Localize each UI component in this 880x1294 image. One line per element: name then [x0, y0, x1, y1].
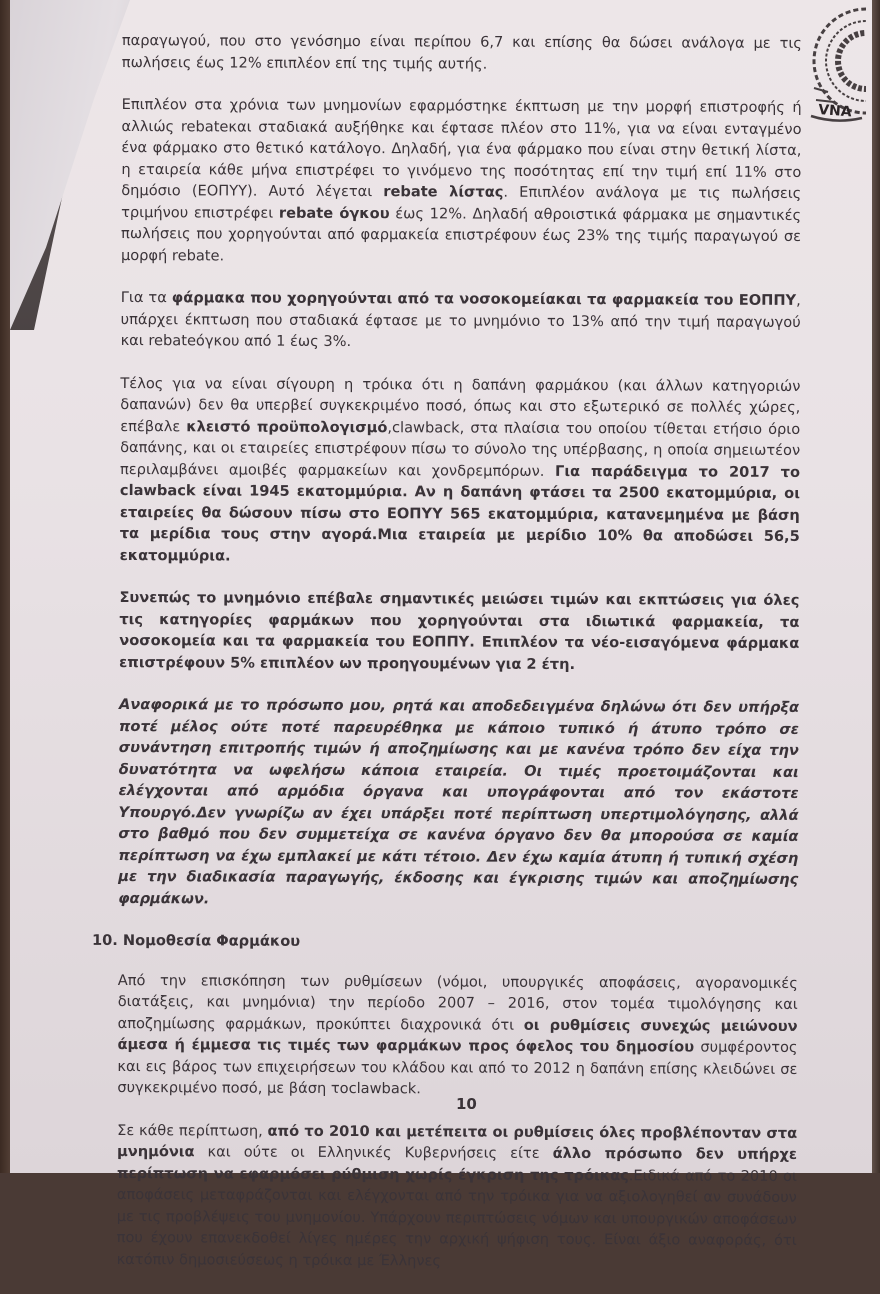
text-run: rebate όγκου	[278, 204, 390, 222]
text-run: οι ρυθμίσεις συνεχώς μειώνουν άμεσα ή έμμεσα τις τιμές των φαρμάκων προς όφελος του δημοσίου	[117, 1016, 798, 1056]
text-run: , υπάρχει έκπτωση που σταδιακά έφτασε με το μνημόνιο το 13% από την τιμή παραγωγού και rebateόγκου από 1 έως 3%.	[120, 291, 801, 351]
text-run: Για τα	[120, 288, 172, 307]
text-run: φάρμακα που χορηγούνται από τα νοσοκομείακαι τα φαρμακεία του ΕΟΠΠΥ	[171, 289, 797, 309]
text-run: από το 2010 και μετέπειτα οι ρυθμίσεις όλες προβλέπονταν στα μνημόνια	[117, 1122, 798, 1161]
text-run: Επιπλέον στα χρόνια των μνημονίων εφαρμόστηκε έκπτωση με την μορφή επιστροφής ή αλλιώς rebateκαι σταδιακά αυξήθηκε και έφτασε πλέον στο 11%, για να είναι ενταγμένο ένα φάρμακο στο θετικό κατάλογο. Δηλαδή, για ένα φάρμακο που είναι στην θετική λίστα, η εταιρεία κάθε μήνα επιστρέφει το γινόμενο της ποσότητας επί την τιμή επί 11% στο δημόσιο (ΕΟΠΥΥ). Αυτό λέγεται	[121, 95, 802, 201]
page-number: 10	[456, 1095, 477, 1113]
paragraph-hospital-discount	[121, 287, 801, 354]
paragraph-troika-approval	[117, 1119, 798, 1272]
paragraph-continuation	[122, 30, 802, 76]
text-run: και ούτε οι Ελληνικές Κυβερνήσεις είτε	[194, 1143, 553, 1162]
text-run: Τέλος για να είναι σίγουρη η τρόικα ότι η δαπάνη φαρμάκου (και άλλων κατηγοριών δαπανών) δεν θα υπερβεί συγκεκριμένο ποσό, όπως και στο εξωτερικό σε πολλές χώρες, επέβαλε	[120, 374, 801, 435]
paragraph-clawback	[120, 372, 801, 568]
text-run: συμφέροντος και εις βάρος των επιχειρήσεων του κλάδου και από το 2012 η δαπάνη επίσης κλειδώνει σε συγκεκριμένο ποσό, με βάση τοclawback.	[117, 1038, 798, 1098]
curled-page-corner	[10, 0, 130, 330]
paragraph-memorandum-summary	[119, 587, 799, 676]
text-run: έως 12%. Δηλαδή αθροιστικά φάρμακα με σημαντικές πωλήσεις που χορηγούνται από φαρμακεία επιστρέφουν έως 23% της τιμής παραγωγού σε μορφή rebate.	[120, 204, 802, 264]
text-run: Συνεπώς το μνημόνιο επέβαλε σημαντικές μειώσει τιμών και εκπτώσεις για όλες τις κατηγορίες φαρμάκων που χορηγούνται στα ιδιωτικά φαρμακεία, τα νοσοκομεία και τα φαρμακεία του ΕΟΠΠΥ. Επιπλέον τα νέο-εισαγόμενα φάρμακα επιστρέφουν 5% επιπλέον ων προηγουμένων για 2 έτη.	[119, 588, 800, 673]
text-run: Από την επισκόπηση των ρυθμίσεων (νόμοι, υπουργικές αποφάσεις, αγορανομικές διατάξεις, και μνημόνια) την περίοδο 2007 – 2016, στον τομέα τιμολόγησης και αποζημίωσης φαρμάκων, προκύπτει διαχρονικά ότι	[117, 971, 798, 1034]
section-title: Νομοθεσία Φαρμάκου	[122, 932, 301, 950]
text-run: παραγωγού, που στο γενόσημο είναι περίπου 6,7 και επίσης θα δώσει ανάλογα με τις πωλήσεις έως 12% επιπλέον επί της τιμής αυτής.	[121, 31, 802, 73]
text-run: ,clawback, στα πλαίσια του οποίου τίθεται ετήσιο όριο δαπάνης, και οι εταιρείες επιστρέφουν πίσω το σύνολο της υπέρβασης, η οποία σημειωτέον περιλαμβάνει αμοιβές φαρμακείων και χονδρεμπόρων.	[119, 418, 801, 480]
paragraph-rebate	[121, 94, 802, 269]
section-number: 10.	[91, 931, 118, 949]
paragraph-legislation-review	[117, 969, 798, 1101]
text-run: άλλο πρόσωπο δεν υπήρχε περίπτωση να εφαρμόσει ρύθμιση χωρίς έγκριση της τρόικας	[116, 1144, 798, 1184]
text-run: κλειστό προϋπολογισμό	[186, 417, 388, 436]
text-run: . Επιπλέον ανάλογα με τις πωλήσεις τριμήνου επιστρέφει	[121, 183, 802, 222]
paragraph-personal-statement	[118, 694, 799, 912]
text-run: Για παράδειγμα το 2017 το clawback είναι 1945 εκατομμύρια. Αν η δαπάνη φτάσει τα 2500 εκατομμύρια, οι εταιρείες θα δώσουν πίσω στο ΕΟΠΥΥ 565 εκατομμύρια, κατανεμημένα με βάση τα μερίδια τους στην αγορά.Μια εταιρεία με μερίδιο 10% θα αποδώσει 56,5 εκατομμύρια.	[119, 462, 801, 564]
text-run: .Ειδικά από το 2010 οι αποφάσεις μεταφράζονται και ελέγχονται από την τρόικα για να αξιολογηθεί αν συνάδουν με τις προβλέψεις του μνημονίου. Υπάρχουν περιπτώσεις νόμων και υπουργικών αποφάσεων που έχουν επανεκδοθεί λίγες ημέρες την αρχική ψήφιση τους. Είναι άξιο αναφοράς, ότι κατόπιν δημοσιεύσεως η τρόικα με Έλληνες	[116, 1166, 797, 1269]
svg-text:VNA: VNA	[817, 102, 853, 121]
text-run: Αναφορικά με το πρόσωπο μου, ρητά και αποδεδειγμένα δηλώνω ότι δεν υπήρξα ποτέ μέλος ούτε ποτέ παρευρέθηκα με κάποιο τυπικό ή άτυπο τρόπο σε συνάντηση επιτροπής τιμών ή αποζημίωσης και με κανένα τρόπο δεν είχα την δυνατότητα να ωφελήσω κάποια εταιρεία. Οι τιμές προετοιμάζονται και ελέγχονται από αρμόδια όργανα και υπογράφονται από τον εκάστοτε Υπουργό.Δεν γνωρίζω αν έχει υπάρξει ποτέ περίπτωση υπερτιμολόγησης, αλλά στο βαθμό που δεν συμμετείχα σε κανένα όργανο δεν θα μπορούσα σε καμία περίπτωση να έχω εμπλακεί με κάτι τέτοιο. Δεν έχω καμία άτυπη ή τυπική σχέση με την διαδικασία παραγωγής, έκδοσης και έγκρισης τιμών και αποζημίωσης φαρμάκων.	[118, 695, 800, 907]
section-heading	[92, 930, 798, 955]
text-run: rebate λίστας	[383, 183, 504, 201]
document-page	[10, 0, 872, 1269]
text-run: Σε κάθε περίπτωση,	[117, 1121, 268, 1140]
